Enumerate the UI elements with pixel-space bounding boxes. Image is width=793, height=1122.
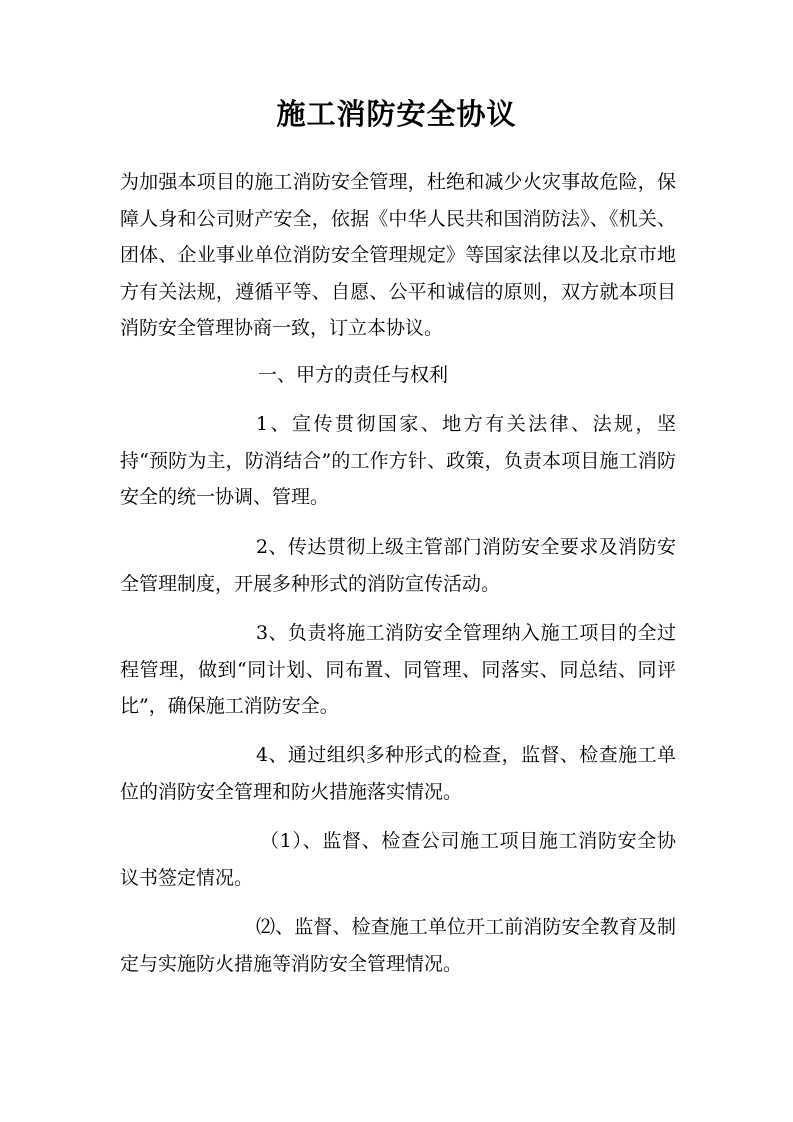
clause-4-sub-1-paragraph: （1）、监督、检查公司施工项目施工消防安全协议书签定情况。: [120, 830, 676, 889]
clause-4-paragraph: 4、通过组织多种形式的检查，监督、检查施工单位的消防安全管理和防火措施落实情况。: [120, 744, 676, 803]
document-title: 施工消防安全协议: [276, 97, 517, 131]
clause-3-paragraph: 3、负责将施工消防安全管理纳入施工项目的全过程管理，做到“同计划、同布置、同管理、同落实、同总结、同评比”，确保施工消防安全。: [120, 622, 676, 717]
intro-paragraph: 为加强本项目的施工消防安全管理，杜绝和减少火灾事故危险，保障人身和公司财产安全，依据《中华人民共和国消防法》、《机关、团体、企业事业单位消防安全管理规定》等国家法律以及北京市地方有关法规，遵循平等、自愿、公平和诚信的原则，双方就本项目消防安全管理协商一致，订立本协议。: [120, 171, 676, 339]
clause-4-sub-2-paragraph: ⑵、监督、检查施工单位开工前消防安全教育及制定与实施防火措施等消防安全管理情况。: [120, 916, 676, 975]
section-heading-party-a: 一、甲方的责任与权利: [258, 364, 449, 386]
clause-1-paragraph: 1、宣传贯彻国家、地方有关法律、法规，坚持“预防为主，防消结合”的工作方针、政策，负责本项目施工消防安全的统一协调、管理。: [120, 413, 676, 508]
clause-2-paragraph: 2、传达贯彻上级主管部门消防安全要求及消防安全管理制度，开展多种形式的消防宣传活动。: [120, 536, 676, 595]
